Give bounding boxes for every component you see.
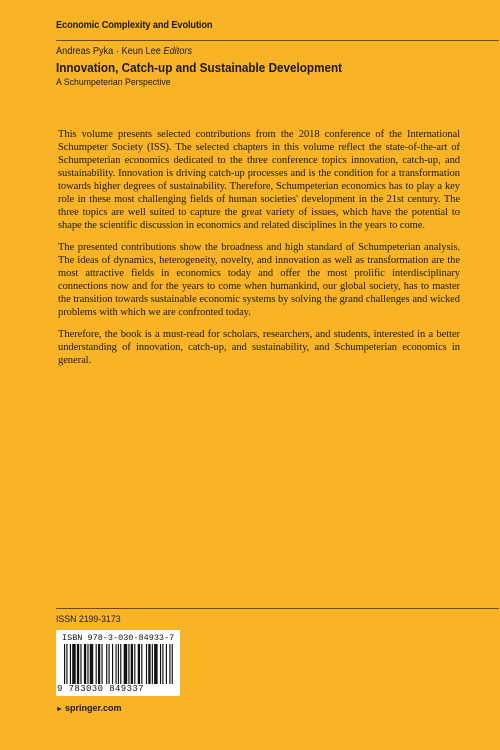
blurb-paragraph-2: The presented contributions show the broadness and high standard of Schumpeterian analysis. The ideas of dynamics, heterogeneity, novelty, and innovation as well as transformation are the most attractive fields in economics today and offer the most prolific interdisciplinary connections now and for the years to come when humankind, our global society, has to master the transition towards sustainable economic systems by solving the grand challenges and wicked problems with which we are confronted today. (58, 242, 460, 318)
top-rule (56, 40, 499, 41)
editors-role: Editors (163, 46, 193, 57)
book-subtitle: A Schumpeterian Perspective (56, 77, 171, 88)
editor-names: Andreas Pyka · Keun Lee (56, 46, 161, 57)
barcode-label (56, 630, 180, 696)
blurb-paragraph-3: Therefore, the book is a must-read for scholars, researchers, and students, interested in a better understanding of innovation, catch-up, and sustainability, and Schumpeterian economics in general. (58, 329, 460, 366)
isbn-text: ISBN 978-3-030-84933-7 (62, 633, 175, 643)
triangle-arrow-icon: ► (56, 706, 63, 713)
issn-number: ISSN 2199-3173 (56, 614, 121, 625)
barcode-icon (64, 644, 174, 684)
blurb-paragraph-1: This volume presents selected contributions from the 2018 conference of the International Schumpeter Society (ISS). The selected chapters in this volume reflect the state-of-the-art of Schumpeterian economics dedicated to the three conference topics innovation, catch-up, and sustainability. Innovation is driving catch-up processes and is the condition for a transformation towards higher degrees of sustainability. Therefore, Schumpeterian economics has to play a key role in these most challenging fields of human societies' development in the 21st century. The three topics are well suited to capture the great variety of issues, which have the potential to shape the scientific discussion in economics and related disciplines in the years to come. (58, 129, 460, 231)
back-cover-blurb (58, 128, 460, 376)
editors-line (56, 46, 192, 57)
barcode-digits: 9 783030 849337 (57, 684, 145, 694)
publisher-link[interactable] (56, 703, 121, 713)
publisher-site: springer.com (64, 703, 122, 713)
series-title: Economic Complexity and Evolution (56, 20, 213, 31)
bottom-rule (56, 608, 499, 609)
book-title: Innovation, Catch-up and Sustainable Development (56, 60, 343, 75)
